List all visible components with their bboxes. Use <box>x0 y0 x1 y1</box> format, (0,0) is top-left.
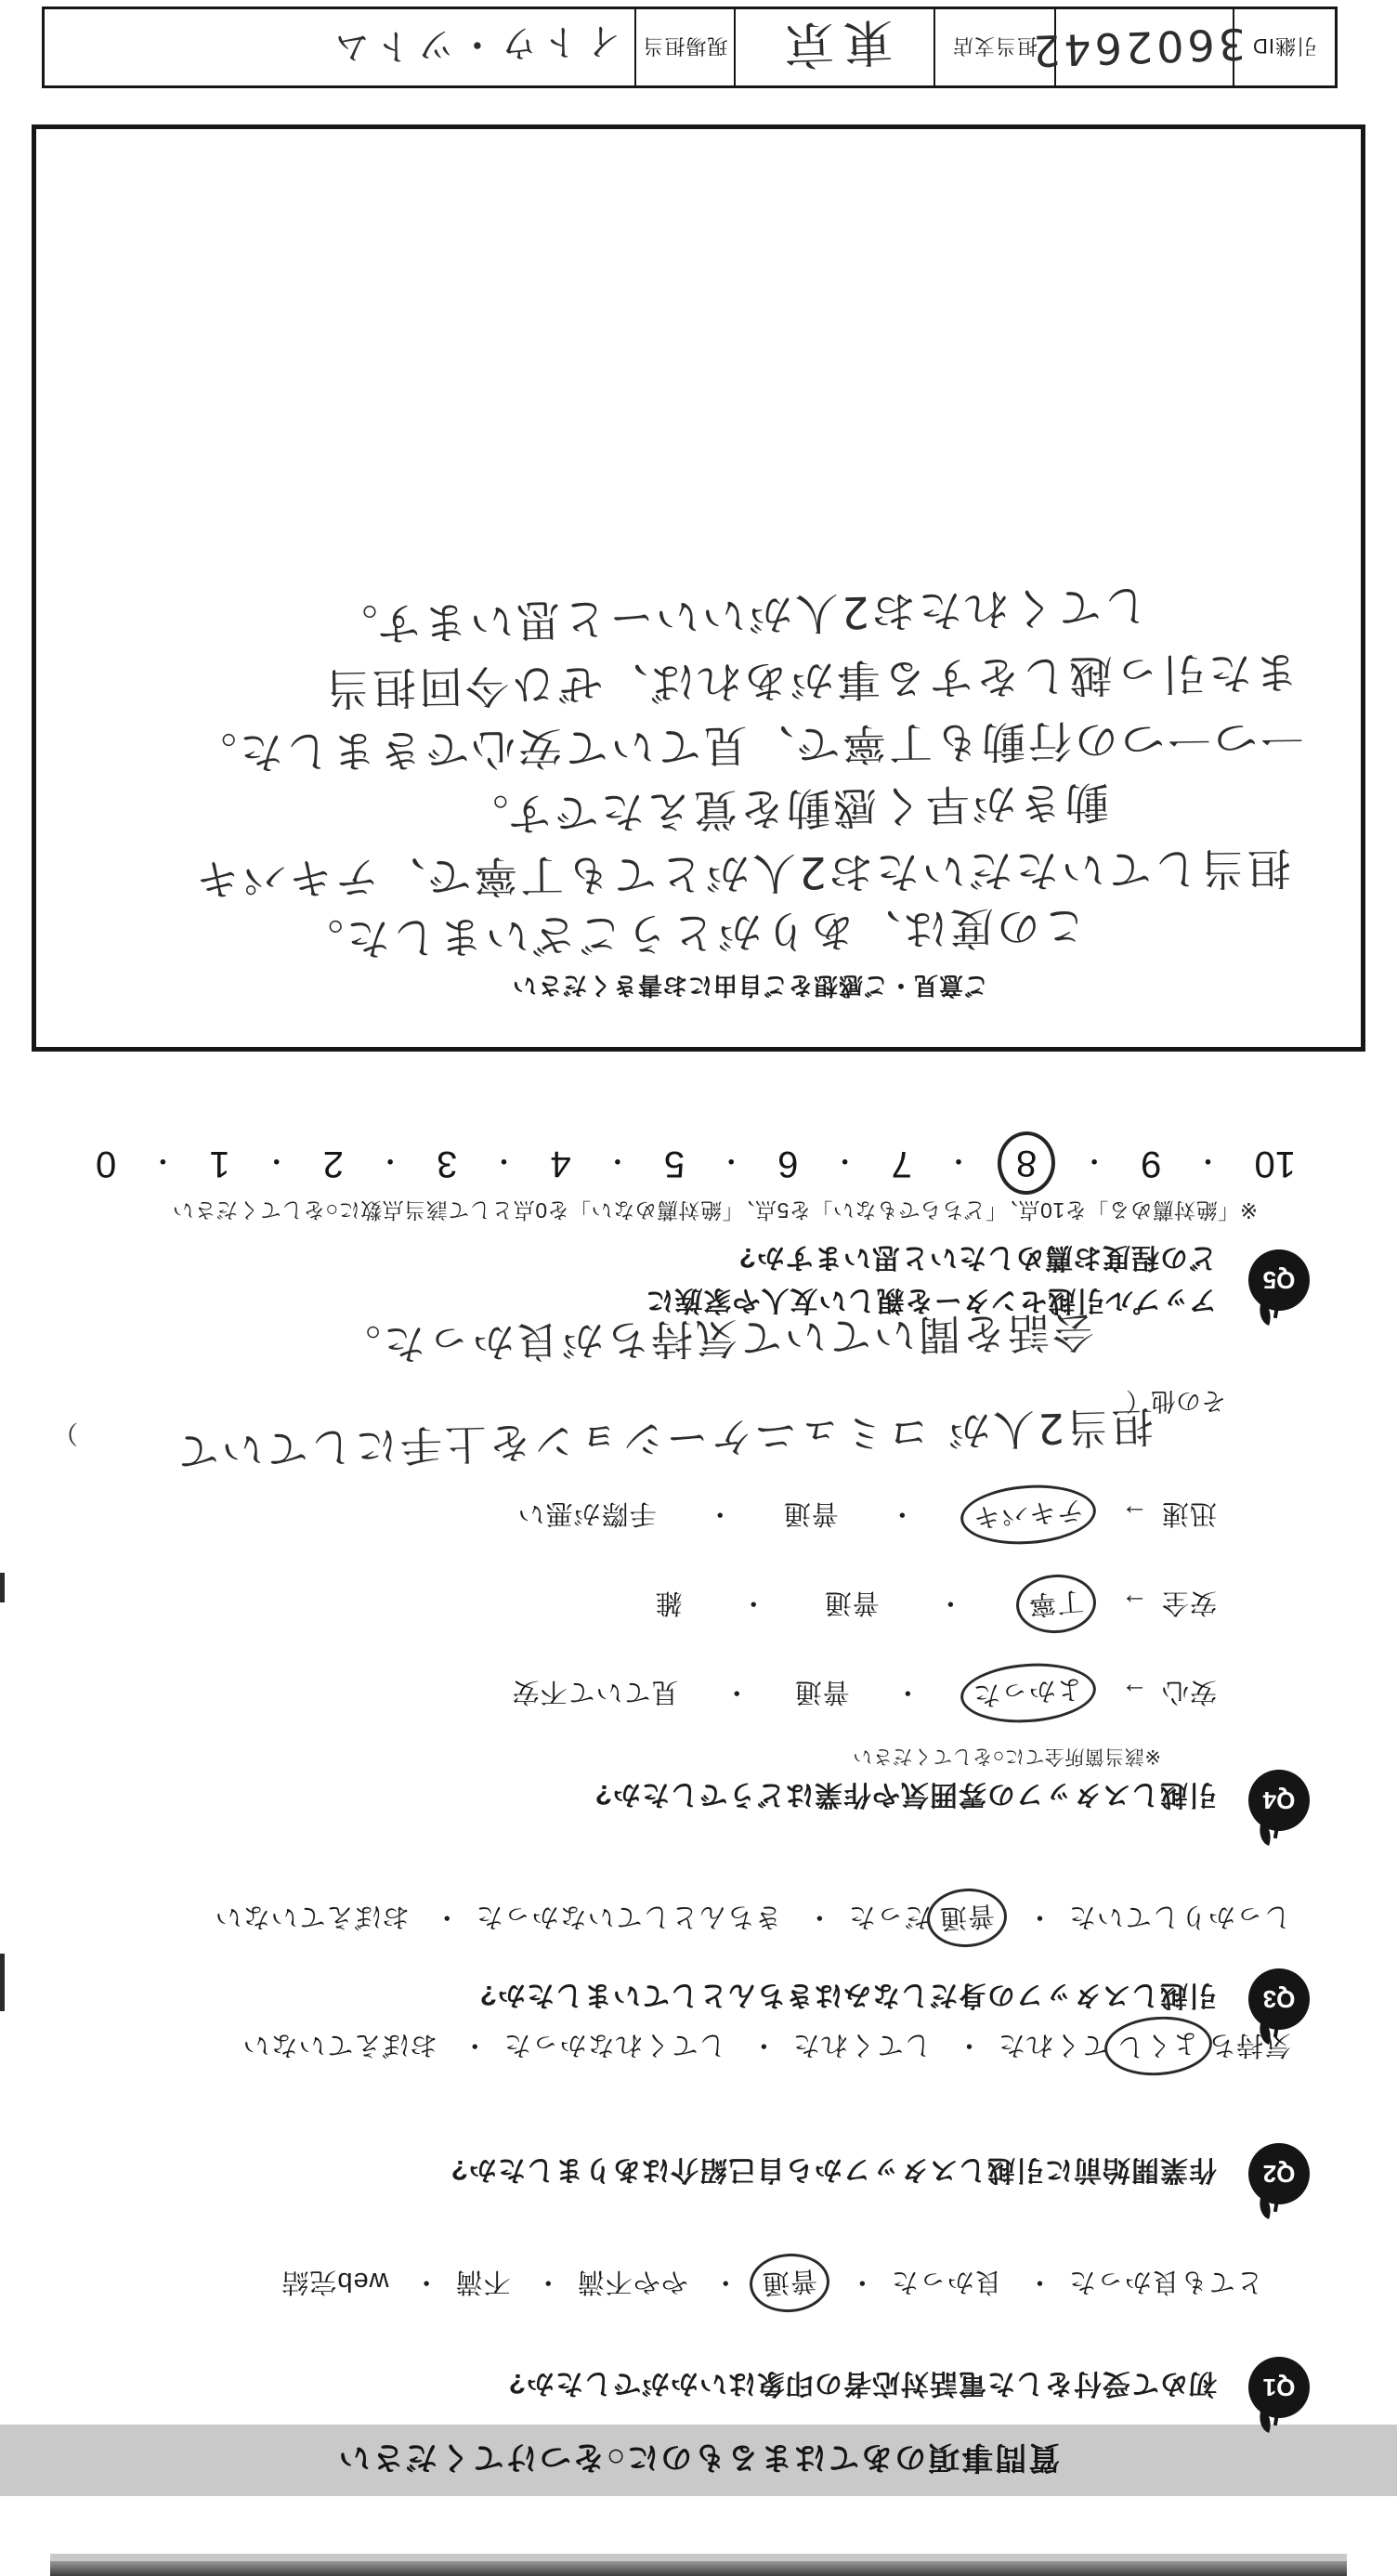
q4-row-anshin <box>512 1672 1217 1714</box>
q1-option: web完結 <box>281 2267 389 2296</box>
page-title: 質問事項のあてはまるものに○をつけてください <box>336 2439 1061 2475</box>
option-separator: ・ <box>847 2267 876 2296</box>
sonota-close-paren: ） <box>53 1419 78 1447</box>
field-label-branch: 担当支店 <box>935 9 1056 85</box>
scale-separator: ・ <box>603 1144 632 1176</box>
arrow-icon: → <box>1119 1588 1148 1617</box>
option-separator: ・ <box>954 2030 983 2059</box>
option-separator: ・ <box>533 2267 562 2296</box>
option-separator: ・ <box>749 2030 777 2059</box>
scale-separator: ・ <box>1194 1144 1222 1176</box>
q4-row-option-selected <box>1021 1585 1091 1620</box>
q2-badge-label: Q2 <box>1262 2160 1296 2189</box>
q4-row-option: 普通 <box>782 1498 839 1528</box>
comment-handwriting-line-3: 動きが早く感動を覚えたです。 <box>462 775 1110 841</box>
q4-row-option: 手際が悪い <box>516 1498 657 1528</box>
handwritten-staff-name: イトウ・ツトム <box>328 19 622 70</box>
q2-options <box>242 2025 1291 2067</box>
q1-badge <box>1248 2357 1310 2418</box>
comment-handwriting-line-4: 一つ一つの行動も丁寧で、見ていて安心できました。 <box>189 711 1305 778</box>
q4-note: ※該当箇所全てに○をしてください <box>852 1746 1161 1767</box>
field-label-site-staff: 現場担当 <box>636 9 736 85</box>
option-separator: ・ <box>935 1588 964 1617</box>
q1-option: 良かった <box>890 2267 1002 2296</box>
scale-separator: ・ <box>830 1144 859 1176</box>
q1-option: とても良かった <box>1067 2267 1263 2296</box>
q4-badge-label: Q4 <box>1262 1786 1296 1815</box>
scale-value-10: 10 <box>1254 1144 1296 1184</box>
q2-question-text: 作業開始前に引越しスタッフから自己紹介はありましたか? <box>450 2154 1217 2185</box>
q2-option: してくれた <box>791 2030 932 2059</box>
q5-badge-label: Q5 <box>1262 1266 1296 1295</box>
hand-circle-mark: よくし <box>1103 2013 1214 2079</box>
scale-separator: ・ <box>149 1144 177 1176</box>
q2-option: してくれなかった <box>503 2030 726 2059</box>
hand-circle-mark: テキパキ <box>959 1481 1098 1549</box>
scan-edge-artifact <box>0 1954 5 2011</box>
scale-value-2: 2 <box>322 1144 344 1184</box>
q5-note: ※「絶対薦める」を10点、「どちらでもない」を5点、「絶対薦めない」を0点として該当点数に○をしてください <box>172 1198 1258 1223</box>
scale-value-7: 7 <box>891 1144 912 1184</box>
q2-option: おぼえていない <box>242 2030 437 2059</box>
option-separator: ・ <box>1025 1902 1053 1931</box>
hand-circle-mark: よかった <box>959 1659 1098 1727</box>
q4-question-text: 引越しスタッフの雰囲気や作業はどうでしたか? <box>594 1779 1217 1810</box>
q1-question-text: 初めて受付をした電話対応者の印象はいかがでしたか? <box>507 2368 1217 2399</box>
q2-badge <box>1248 2143 1310 2204</box>
q4-badge <box>1248 1770 1310 1831</box>
q4-row-label: 安心 <box>1160 1677 1217 1706</box>
q4-row-label: 迅速 <box>1160 1498 1217 1528</box>
sonota-label: その他（ <box>1126 1387 1226 1415</box>
title-bar <box>0 2425 1397 2496</box>
q4-row-option: 雑 <box>654 1588 683 1617</box>
q5-badge <box>1248 1249 1310 1311</box>
option-separator: ・ <box>711 2267 739 2296</box>
q2-option-selected: 気持ちよくしてくれた <box>998 2030 1291 2059</box>
q4-row-option-selected <box>965 1494 1091 1533</box>
comment-handwriting-line-2: 担当していただいたお2人がとても丁寧で、テキパキ <box>192 841 1292 905</box>
hand-circle-mark: 普通 <box>748 2251 831 2315</box>
arrow-icon: → <box>1119 1677 1148 1706</box>
scale-value-5: 5 <box>663 1144 685 1184</box>
comment-handwriting-line-6: してくれたお2人がいいーと思います。 <box>331 579 1149 650</box>
option-separator: ・ <box>893 1677 921 1706</box>
scale-value-3: 3 <box>437 1144 458 1184</box>
field-value-branch <box>736 9 935 85</box>
comment-box-label: ご意見・ご感想をご自由にお書きください <box>511 972 988 1000</box>
handwritten-branch-name: 東京 <box>774 12 895 75</box>
arrow-icon: → <box>1119 1498 1148 1528</box>
scale-separator: ・ <box>490 1144 518 1176</box>
option-separator: ・ <box>1025 2267 1053 2296</box>
sonota-handwriting-line-1: 担当2人が コミュニケーションを上手にしていて <box>174 1401 1155 1476</box>
scale-separator: ・ <box>376 1144 405 1176</box>
q3-badge-label: Q3 <box>1262 1985 1296 2014</box>
scale-separator: ・ <box>717 1144 746 1176</box>
scale-value-0: 0 <box>96 1144 117 1184</box>
scale-separator: ・ <box>944 1144 973 1176</box>
option-separator: ・ <box>738 1588 767 1617</box>
q4-row-jinsoku <box>517 1494 1217 1536</box>
q4-row-option: 見ていて不安 <box>511 1677 679 1706</box>
q1-option: やや不満 <box>576 2267 688 2296</box>
option-separator: ・ <box>804 1902 833 1931</box>
hand-circle-mark: 丁寧 <box>1014 1572 1098 1636</box>
scale-value-8-circled: 8 <box>996 1131 1056 1196</box>
q4-row-option-selected <box>965 1672 1091 1711</box>
q4-row-option: 普通 <box>793 1677 850 1706</box>
scan-edge-shadow <box>50 2561 1347 2576</box>
q3-option: おぼえていない <box>214 1902 410 1931</box>
comment-handwriting-line-5: また引っ越しをする事があれば、ぜひ今回担当 <box>322 645 1299 714</box>
q3-question-text: 引越しスタッフの身だしなみはきちんとしていましたか? <box>478 1980 1217 2010</box>
scan-edge-shadow-light <box>50 2554 1347 2561</box>
comment-handwriting-line-1: この度は、ありがとうございました。 <box>296 899 1088 965</box>
scale-value-9: 9 <box>1141 1144 1162 1184</box>
option-separator: ・ <box>460 2030 489 2059</box>
scale-value-1: 1 <box>209 1144 230 1184</box>
field-value-handover-id <box>1028 9 1247 85</box>
q5-question-text-line1: アップル引越センターを親しい友人や家族に <box>645 1285 1217 1315</box>
option-separator: ・ <box>411 2267 440 2296</box>
option-separator: ・ <box>887 1498 916 1528</box>
option-separator: ・ <box>432 1902 461 1931</box>
nps-scale <box>96 1143 1296 1184</box>
q1-option: 不満 <box>454 2267 511 2296</box>
scale-value-4: 4 <box>550 1144 571 1184</box>
q1-options <box>281 2262 1263 2304</box>
handwritten-handover-id: 3602642 <box>1028 18 1247 77</box>
scale-separator: ・ <box>1080 1144 1109 1176</box>
q4-row-label: 安全 <box>1160 1588 1217 1617</box>
q1-option-selected <box>754 2264 825 2299</box>
q5-question-text-line2: どの程度お薦めしたいと思いますか? <box>738 1242 1217 1273</box>
scale-separator: ・ <box>262 1144 291 1176</box>
q3-badge <box>1248 1968 1310 2030</box>
q3-options <box>215 1897 1291 1939</box>
sonota-handwriting-line-2: 会話を聞いていて気持ちが良かった。 <box>335 1306 1095 1370</box>
q1-badge-label: Q1 <box>1262 2373 1296 2402</box>
field-value-site-staff <box>45 9 636 85</box>
q3-option: きちんとしていなかった <box>475 1902 782 1931</box>
option-separator: ・ <box>722 1677 751 1706</box>
handover-info-table <box>42 7 1338 88</box>
hand-circle-mark: 普通 <box>925 1886 1009 1950</box>
field-label-handover-id: 引継ID <box>1252 34 1318 59</box>
scan-edge-artifact <box>0 1573 5 1602</box>
q4-row-option: 普通 <box>823 1588 880 1617</box>
option-separator: ・ <box>705 1498 734 1528</box>
q4-row-anzen <box>655 1583 1217 1625</box>
q3-option-selected: 普通だった <box>848 1902 1002 1931</box>
q3-option: しっかりしていた <box>1067 1902 1291 1931</box>
scale-value-6: 6 <box>777 1144 799 1184</box>
